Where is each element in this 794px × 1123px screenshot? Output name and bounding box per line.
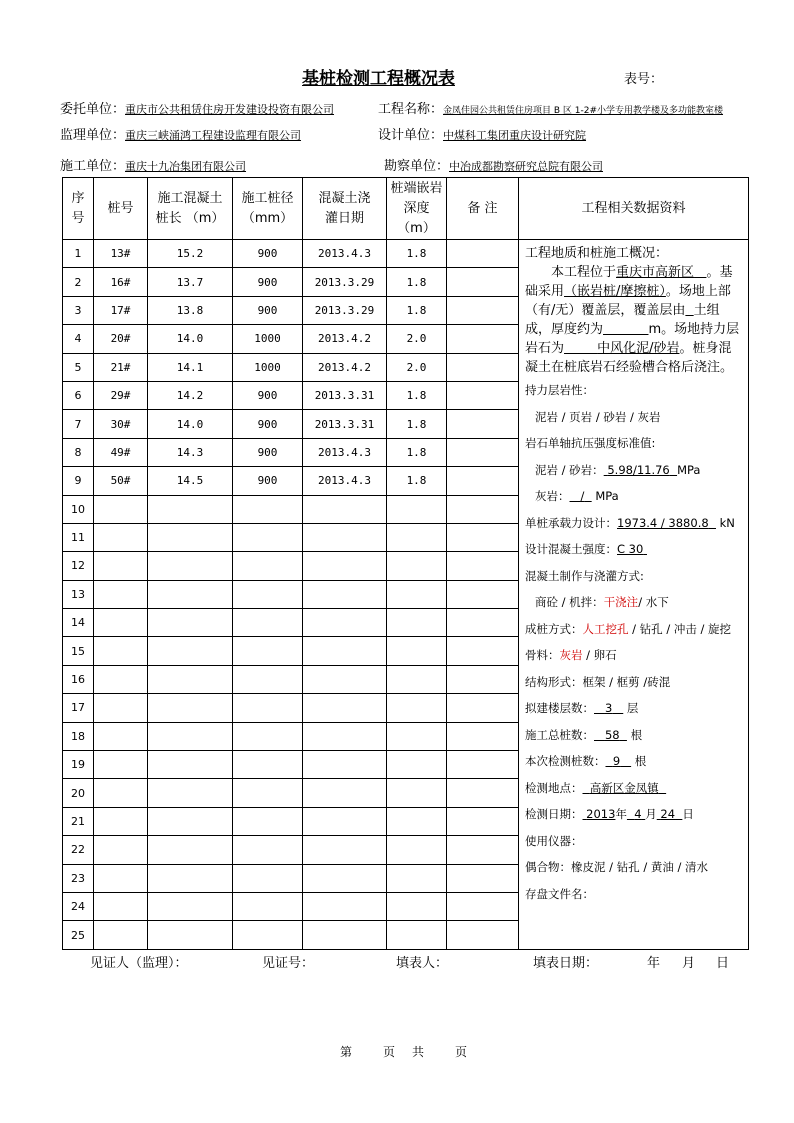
limestone-value: / xyxy=(580,489,585,503)
cell-pile-no: 16# xyxy=(94,268,148,296)
cell-length: 13.8 xyxy=(148,296,233,324)
cell-embed-depth xyxy=(387,807,447,835)
constructor-label: 施工单位： xyxy=(60,159,126,174)
cell-pour-date xyxy=(303,552,387,580)
cell-length xyxy=(148,523,233,551)
cell-pile-no: 29# xyxy=(94,381,148,409)
cell-length xyxy=(148,836,233,864)
cell-index: 14 xyxy=(63,609,94,637)
cell-length: 14.5 xyxy=(148,467,233,495)
cell-pour-date xyxy=(303,637,387,665)
mud-sand-value: 5.98/11.76 xyxy=(607,462,670,477)
capacity-value: 1973.4 / 3880.8 xyxy=(617,515,709,530)
cell-remarks xyxy=(447,296,519,324)
capacity-row: 单桩承载力设计：1973.4 / 3880.8 kN xyxy=(525,515,735,530)
cell-length xyxy=(148,864,233,892)
pour-options: 商砼 / 机拌：干浇注/ 水下 xyxy=(535,595,669,609)
test-date-day: 24 xyxy=(660,807,676,821)
cell-pile-no xyxy=(94,665,148,693)
cell-index: 13 xyxy=(63,580,94,608)
cell-index: 1 xyxy=(63,240,94,268)
cell-pour-date: 2013.4.2 xyxy=(303,325,387,353)
cell-length: 14.1 xyxy=(148,353,233,381)
foundation-value: （嵌岩桩/摩擦桩） xyxy=(564,284,666,299)
structure-row: 结构形式：框架 / 框剪 /砖混 xyxy=(525,674,671,689)
cell-remarks xyxy=(447,240,519,268)
cell-diameter: 900 xyxy=(233,467,303,495)
pile-method-row: 成桩方式：人工挖孔 / 钻孔 / 冲击 / 旋挖 xyxy=(525,621,732,636)
instrument-row: 使用仪器： xyxy=(525,833,583,848)
cell-pile-no: 30# xyxy=(94,410,148,438)
cell-embed-depth: 1.8 xyxy=(387,467,447,495)
cell-remarks xyxy=(447,325,519,353)
cell-pour-date: 2013.4.2 xyxy=(303,353,387,381)
cell-pour-date: 2013.4.3 xyxy=(303,467,387,495)
page-ye: 页 xyxy=(383,1045,396,1059)
designer-value: 中煤科工集团重庆设计研究院 xyxy=(443,129,587,142)
concrete-grade-row: 设计混凝土强度：C 30 xyxy=(525,542,644,556)
cell-remarks xyxy=(447,665,519,693)
cell-length: 14.3 xyxy=(148,438,233,466)
cell-length xyxy=(148,779,233,807)
bearing-options: 泥岩 / 页岩 / 砂岩 / 灰岩 xyxy=(535,409,661,424)
col-header-embed-depth: 桩端嵌岩深度（m） xyxy=(387,178,447,240)
col-header-index: 序号 xyxy=(63,178,94,240)
cell-embed-depth: 1.8 xyxy=(387,410,447,438)
client-row xyxy=(60,98,334,117)
page-gong: 共 xyxy=(412,1045,425,1059)
location-value: 重庆市高新区 xyxy=(616,265,695,280)
cell-index: 16 xyxy=(63,665,94,693)
cell-remarks xyxy=(447,637,519,665)
cell-pile-no: 17# xyxy=(94,296,148,324)
col-header-length: 施工混凝土桩长 （m） xyxy=(148,178,233,240)
client-label: 委托单位： xyxy=(60,102,126,117)
aggregate-row: 骨料：灰岩 / 卵石 xyxy=(525,648,617,662)
test-date-year: 2013 xyxy=(586,807,616,821)
surveyor-value: 中冶成都勘察研究总院有限公司 xyxy=(449,160,604,173)
cell-length xyxy=(148,892,233,920)
cell-index: 11 xyxy=(63,523,94,551)
cell-diameter xyxy=(233,609,303,637)
cell-index: 5 xyxy=(63,353,94,381)
col-header-pour-date: 混凝土浇灌日期 xyxy=(303,178,387,240)
cell-remarks xyxy=(447,751,519,779)
cell-pile-no xyxy=(94,552,148,580)
cell-index: 12 xyxy=(63,552,94,580)
cell-diameter: 900 xyxy=(233,438,303,466)
cell-embed-depth xyxy=(387,722,447,750)
cell-embed-depth: 2.0 xyxy=(387,353,447,381)
col-header-remarks: 备 注 xyxy=(447,178,519,240)
cell-pile-no: 21# xyxy=(94,353,148,381)
cell-pour-date xyxy=(303,892,387,920)
site-value: 高新区金凤镇 xyxy=(589,780,659,795)
cell-remarks xyxy=(447,779,519,807)
test-date-row: 检测日期： 2013年 4 月 24 日 xyxy=(525,807,694,821)
cell-index: 25 xyxy=(63,921,94,949)
designer-row xyxy=(378,124,586,143)
cell-pile-no: 50# xyxy=(94,467,148,495)
cell-length: 14.0 xyxy=(148,325,233,353)
fill-date-day: 日 xyxy=(716,956,730,971)
cell-diameter xyxy=(233,665,303,693)
coupling-row: 偶合物：橡皮泥 / 钻孔 / 黄油 / 清水 xyxy=(525,860,709,874)
cell-embed-depth xyxy=(387,523,447,551)
cell-diameter: 1000 xyxy=(233,325,303,353)
cell-pile-no xyxy=(94,495,148,523)
cell-length xyxy=(148,751,233,779)
cell-embed-depth xyxy=(387,779,447,807)
cell-index: 3 xyxy=(63,296,94,324)
cell-length xyxy=(148,921,233,949)
pile-data-table xyxy=(62,177,749,950)
cell-pour-date xyxy=(303,694,387,722)
cell-diameter xyxy=(233,836,303,864)
cell-embed-depth: 1.8 xyxy=(387,240,447,268)
cell-pour-date xyxy=(303,921,387,949)
cell-pile-no xyxy=(94,779,148,807)
cell-pour-date: 2013.3.29 xyxy=(303,296,387,324)
cell-remarks xyxy=(447,467,519,495)
cell-length xyxy=(148,552,233,580)
page-title: 基桩检测工程概况表 xyxy=(302,69,455,89)
cell-diameter: 900 xyxy=(233,296,303,324)
filename-row: 存盘文件名： xyxy=(525,886,594,901)
witness-cert-label: 见证号： xyxy=(262,956,315,971)
cell-embed-depth: 1.8 xyxy=(387,438,447,466)
cell-diameter xyxy=(233,921,303,949)
fill-date-year: 年 xyxy=(647,956,661,971)
cell-remarks xyxy=(447,552,519,580)
cell-embed-depth xyxy=(387,609,447,637)
mud-sand-strength: 泥岩 / 砂岩： 5.98/11.76 MPa xyxy=(535,462,701,477)
cell-pour-date: 2013.3.29 xyxy=(303,268,387,296)
cell-pile-no xyxy=(94,921,148,949)
project-info-cell xyxy=(519,240,749,950)
cell-diameter xyxy=(233,552,303,580)
cell-pour-date xyxy=(303,495,387,523)
filler-label: 填表人： xyxy=(396,956,449,971)
cell-index: 4 xyxy=(63,325,94,353)
cell-embed-depth xyxy=(387,864,447,892)
concrete-grade-value: C 30 xyxy=(617,542,644,556)
cell-index: 18 xyxy=(63,722,94,750)
cell-embed-depth xyxy=(387,921,447,949)
limestone-strength: 灰岩： / MPa xyxy=(535,489,619,503)
cell-diameter xyxy=(233,523,303,551)
cell-remarks xyxy=(447,495,519,523)
cell-embed-depth xyxy=(387,580,447,608)
aggregate-selected: 灰岩 xyxy=(559,648,583,662)
constructor-row xyxy=(60,155,246,174)
cell-length: 14.0 xyxy=(148,410,233,438)
cell-diameter: 900 xyxy=(233,410,303,438)
cell-pile-no xyxy=(94,580,148,608)
cell-remarks xyxy=(447,353,519,381)
pour-selected: 干浇注 xyxy=(603,595,639,609)
cell-index: 15 xyxy=(63,637,94,665)
cell-embed-depth xyxy=(387,552,447,580)
cell-embed-depth xyxy=(387,694,447,722)
strength-label: 岩石单轴抗压强度标准值: xyxy=(525,436,656,450)
cell-diameter xyxy=(233,892,303,920)
project-value: 金凤佳园公共租赁住房项目 B 区 1-2#小学专用教学楼及多功能教室楼 xyxy=(443,106,724,116)
cell-embed-depth xyxy=(387,665,447,693)
cell-pile-no xyxy=(94,751,148,779)
cell-length: 14.2 xyxy=(148,381,233,409)
cell-length xyxy=(148,637,233,665)
cell-pour-date xyxy=(303,722,387,750)
cell-remarks xyxy=(447,722,519,750)
cell-pour-date: 2013.4.3 xyxy=(303,438,387,466)
cell-embed-depth xyxy=(387,637,447,665)
cell-pile-no xyxy=(94,892,148,920)
cell-embed-depth: 1.8 xyxy=(387,268,447,296)
cell-length xyxy=(148,807,233,835)
cell-length xyxy=(148,722,233,750)
cell-embed-depth xyxy=(387,495,447,523)
total-piles-value: 58 xyxy=(604,727,620,742)
cell-pile-no: 13# xyxy=(94,240,148,268)
cell-pour-date: 2013.4.3 xyxy=(303,240,387,268)
cell-length: 15.2 xyxy=(148,240,233,268)
supervisor-row xyxy=(60,124,301,143)
cell-pile-no xyxy=(94,807,148,835)
test-date-month: 4 xyxy=(634,807,642,821)
cell-remarks xyxy=(447,410,519,438)
cell-index: 10 xyxy=(63,495,94,523)
cell-remarks xyxy=(447,438,519,466)
cell-embed-depth xyxy=(387,892,447,920)
cell-index: 23 xyxy=(63,864,94,892)
cell-pile-no xyxy=(94,694,148,722)
project-row xyxy=(378,98,723,117)
cell-remarks xyxy=(447,864,519,892)
cell-length xyxy=(148,495,233,523)
cell-pour-date xyxy=(303,807,387,835)
surveyor-label: 勘察单位： xyxy=(384,159,450,174)
cell-pile-no xyxy=(94,637,148,665)
col-header-diameter: 施工桩径（mm） xyxy=(233,178,303,240)
cell-embed-depth xyxy=(387,836,447,864)
cell-remarks xyxy=(447,921,519,949)
rock-value: 中风化泥/砂岩 xyxy=(597,341,680,356)
pour-label: 混凝土制作与浇灌方式: xyxy=(525,568,644,583)
cell-pile-no xyxy=(94,722,148,750)
table-body xyxy=(63,240,749,950)
cell-index: 8 xyxy=(63,438,94,466)
cell-index: 6 xyxy=(63,381,94,409)
cell-pour-date xyxy=(303,665,387,693)
cell-diameter: 1000 xyxy=(233,353,303,381)
cell-remarks xyxy=(447,381,519,409)
cell-pour-date xyxy=(303,609,387,637)
cell-diameter xyxy=(233,807,303,835)
cell-pile-no: 20# xyxy=(94,325,148,353)
cell-diameter: 900 xyxy=(233,268,303,296)
fill-date-month: 月 xyxy=(682,956,696,971)
cell-pour-date xyxy=(303,580,387,608)
cell-length xyxy=(148,694,233,722)
cell-index: 9 xyxy=(63,467,94,495)
page-ye-total: 页 xyxy=(455,1045,468,1059)
cell-pour-date: 2013.3.31 xyxy=(303,381,387,409)
cell-embed-depth: 2.0 xyxy=(387,325,447,353)
constructor-value: 重庆十九冶集团有限公司 xyxy=(125,160,247,173)
bearing-label: 持力层岩性： xyxy=(525,383,594,397)
tested-piles-value: 9 xyxy=(612,754,621,768)
cell-pour-date xyxy=(303,836,387,864)
cell-remarks xyxy=(447,892,519,920)
cell-pour-date xyxy=(303,523,387,551)
cell-embed-depth xyxy=(387,751,447,779)
supervisor-value: 重庆三峡涌鸿工程建设监理有限公司 xyxy=(125,129,302,142)
cell-index: 21 xyxy=(63,807,94,835)
surveyor-row xyxy=(384,155,603,174)
cell-embed-depth: 1.8 xyxy=(387,381,447,409)
cell-remarks xyxy=(447,268,519,296)
table-row xyxy=(63,240,749,268)
cell-remarks xyxy=(447,580,519,608)
cell-pile-no xyxy=(94,523,148,551)
witness-label: 见证人（监理）： xyxy=(90,956,188,971)
cell-diameter: 900 xyxy=(233,240,303,268)
cell-diameter xyxy=(233,495,303,523)
cell-length xyxy=(148,665,233,693)
cell-index: 22 xyxy=(63,836,94,864)
col-header-pile-no: 桩号 xyxy=(94,178,148,240)
cell-pour-date xyxy=(303,864,387,892)
cell-diameter xyxy=(233,864,303,892)
cell-remarks xyxy=(447,694,519,722)
cell-embed-depth: 1.8 xyxy=(387,296,447,324)
cell-index: 17 xyxy=(63,694,94,722)
tested-piles-row: 本次检测桩数： 9 根 xyxy=(525,754,647,768)
project-label: 工程名称： xyxy=(378,102,444,117)
cell-pile-no xyxy=(94,836,148,864)
client-value: 重庆市公共租赁住房开发建设投资有限公司 xyxy=(125,103,335,116)
page-di: 第 xyxy=(340,1045,353,1059)
floors-value: 3 xyxy=(604,701,613,715)
cell-diameter xyxy=(233,637,303,665)
col-header-project-data: 工程相关数据资料 xyxy=(519,178,749,240)
cell-index: 24 xyxy=(63,892,94,920)
cell-diameter: 900 xyxy=(233,381,303,409)
designer-label: 设计单位： xyxy=(378,128,444,143)
fill-date-label: 填表日期： xyxy=(533,956,599,971)
cell-pile-no xyxy=(94,609,148,637)
cell-diameter xyxy=(233,779,303,807)
cell-remarks xyxy=(447,523,519,551)
floors-row: 拟建楼层数： 3 层 xyxy=(525,701,639,715)
cell-index: 19 xyxy=(63,751,94,779)
cell-index: 20 xyxy=(63,779,94,807)
overview-title: 工程地质和桩施工概况： xyxy=(525,246,669,261)
cell-length: 13.7 xyxy=(148,268,233,296)
cell-remarks xyxy=(447,807,519,835)
pile-method-selected: 人工挖孔 xyxy=(582,621,629,636)
total-piles-row: 施工总桩数： 58 根 xyxy=(525,727,643,742)
cell-diameter xyxy=(233,580,303,608)
cell-remarks xyxy=(447,836,519,864)
cell-index: 7 xyxy=(63,410,94,438)
supervisor-label: 监理单位： xyxy=(60,128,126,143)
cell-pour-date xyxy=(303,751,387,779)
cell-length xyxy=(148,609,233,637)
cell-index: 2 xyxy=(63,268,94,296)
cell-pile-no xyxy=(94,864,148,892)
cell-diameter xyxy=(233,722,303,750)
cell-pour-date xyxy=(303,779,387,807)
table-number-label: 表号： xyxy=(624,72,664,87)
cell-remarks xyxy=(447,609,519,637)
site-row: 检测地点： 高新区金凤镇 xyxy=(525,780,659,795)
cell-pour-date: 2013.3.31 xyxy=(303,410,387,438)
cell-pile-no: 49# xyxy=(94,438,148,466)
overview-paragraph: 本工程位于重庆市高新区 。基础采用（嵌岩桩/摩擦桩）。场地上部（有/无）覆盖层，覆盖层由 土组成，厚度约为 m。场地持力层岩石为 中风化泥/砂岩。桩身混凝土在桩底岩石经验槽合格后浇注。 xyxy=(525,265,740,375)
cell-diameter xyxy=(233,751,303,779)
cell-length xyxy=(148,580,233,608)
cell-diameter xyxy=(233,694,303,722)
